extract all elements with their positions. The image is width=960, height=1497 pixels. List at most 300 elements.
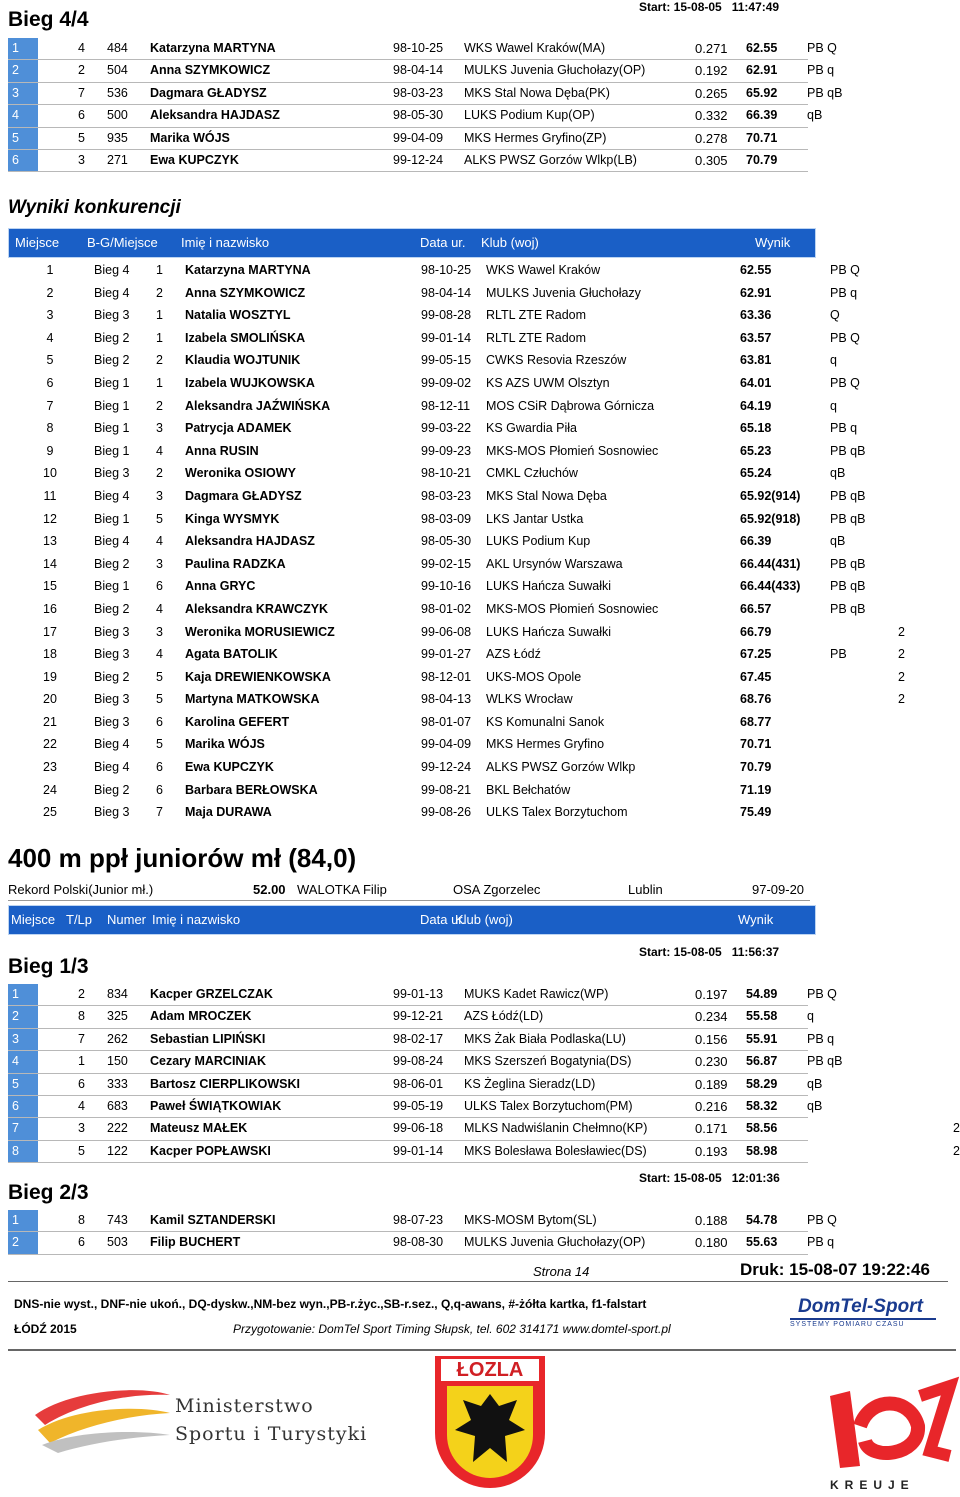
cell-pl: 2 [8, 1232, 38, 1253]
cell-club: LUKS Hańcza Suwałki [486, 579, 612, 594]
cell-pl: 10 [43, 466, 57, 481]
cell-name: Ewa KUPCZYK [150, 152, 239, 167]
cell-dob: 99-04-09 [421, 737, 472, 752]
cell-note: PB qB [830, 579, 866, 594]
cell-club: AKL Ursynów Warszawa [486, 556, 623, 571]
cell-pl: 3 [8, 83, 38, 104]
heat4-start: Start: 15-08-05 11:47:49 [639, 0, 780, 14]
cell-note: PB q [807, 1031, 835, 1046]
cell-dob: 98-02-17 [393, 1031, 444, 1046]
cell-hp: 4 [156, 601, 163, 616]
cell-rt: 0.188 [695, 1213, 728, 1228]
cell-heat: Bieg 4 [94, 737, 130, 752]
table-row [8, 128, 808, 150]
cell-club: WKS Wawel Kraków(MA) [464, 41, 606, 55]
cell-dob: 98-04-14 [393, 63, 444, 78]
cell-dob: 99-12-24 [393, 152, 444, 167]
cell-num: 504 [107, 63, 128, 78]
cell-name: Anna SZYMKOWICZ [185, 285, 306, 300]
cell-heat: Bieg 2 [94, 330, 130, 345]
cell-hp: 3 [156, 624, 163, 639]
cell-hp: 3 [156, 488, 163, 503]
cell-heat: Bieg 2 [94, 601, 130, 616]
cell-pl: 20 [43, 692, 57, 707]
cell-hp: 1 [156, 308, 163, 323]
cell-rt: 0.271 [695, 41, 728, 56]
cell-pl: 1 [46, 263, 54, 277]
cell-name: Sebastian LIPIŃSKI [150, 1031, 266, 1046]
cell-club: MKS Hermes Gryfino [486, 737, 605, 752]
cell-note: q [830, 398, 837, 413]
cell-res: 67.25 [740, 647, 772, 662]
cell-name: Anna RUSIN [185, 443, 259, 458]
city-year: ŁÓDŹ 2015 [14, 1322, 77, 1336]
col-lane: T/Lp [66, 912, 93, 927]
cell-num: 262 [107, 1031, 128, 1046]
cell-heat: Bieg 2 [94, 353, 130, 368]
cell-note: PB Q [830, 263, 860, 277]
cell-name: Cezary MARCINIAK [150, 1054, 266, 1069]
cell-name: Dagmara GŁADYSZ [185, 488, 302, 503]
results-header [8, 228, 816, 258]
cell-res: 65.23 [740, 443, 772, 458]
cell-dob: 99-02-15 [421, 556, 472, 571]
result-row [8, 779, 960, 802]
cell-lane: 6 [78, 1076, 85, 1091]
cell-name: Bartosz CIERPLIKOWSKI [150, 1076, 301, 1091]
cell-pl: 3 [8, 1029, 38, 1050]
heat1-table [8, 984, 960, 1163]
cell-name: Filip BUCHERT [150, 1235, 241, 1250]
cell-pl: 2 [8, 60, 38, 81]
cell-hp: 6 [156, 714, 163, 729]
cell-res: 66.39 [740, 534, 772, 549]
cell-res: 55.63 [746, 1235, 778, 1250]
cell-note: PB Q [830, 375, 860, 390]
cell-num: 333 [107, 1076, 128, 1091]
cell-dob: 98-10-25 [393, 41, 444, 55]
cell-name: Adam MROCZEK [150, 1009, 252, 1024]
ministry-line2: Sportu i Turystyki [175, 1423, 368, 1445]
cell-club: LKS Jantar Ustka [486, 511, 584, 526]
cell-lane: 4 [78, 1098, 85, 1113]
heat4-table [8, 38, 843, 172]
lodz-logo [820, 1356, 960, 1496]
cell-hp: 2 [156, 466, 163, 481]
cell-club: MKS Stal Nowa Dęba [486, 488, 607, 503]
result-row [8, 666, 960, 689]
cell-rt: 0.216 [695, 1098, 728, 1114]
cell-dob: 99-10-16 [421, 579, 472, 594]
col-place: Miejsce [15, 235, 60, 250]
col-heat: B-G/Miejsce [87, 235, 158, 250]
cell-club: MOS CSiR Dąbrowa Górnicza [486, 398, 655, 413]
col-result: Wynik [738, 912, 774, 927]
event-header [8, 905, 816, 935]
cell-dob: 99-01-14 [393, 1143, 444, 1158]
cell-name: Aleksandra HAJDASZ [150, 108, 280, 123]
ministry-swoosh-icon [30, 1385, 175, 1455]
cell-hp: 1 [156, 375, 163, 390]
cell-res: 54.89 [746, 987, 778, 1001]
cell-res: 54.78 [746, 1213, 778, 1227]
col-name: Imię i nazwisko [181, 235, 270, 250]
cell-name: Izabela WUJKOWSKA [185, 375, 315, 390]
record-holder: WALOTKA Filip [297, 882, 387, 897]
cell-name: Weronika MORUSIEWICZ [185, 624, 335, 639]
cell-club: RLTL ZTE Radom [486, 330, 587, 345]
col-result: Wynik [755, 235, 791, 250]
cell-pl: 4 [8, 1051, 38, 1072]
footer-divider [8, 1281, 948, 1282]
cell-rt: 0.192 [695, 63, 728, 79]
cell-name: Aleksandra KRAWCZYK [185, 601, 329, 616]
cell-hp: 4 [156, 443, 163, 458]
table-row [8, 38, 837, 60]
cell-lane: 4 [78, 41, 85, 55]
table-row [8, 1029, 835, 1051]
results-table [8, 259, 960, 824]
cell-club: LUKS Podium Kup(OP) [464, 108, 595, 123]
table-row [8, 1006, 814, 1028]
table-row [8, 1210, 837, 1232]
cell-pl: 14 [43, 556, 57, 571]
cell-pl: 8 [8, 1141, 38, 1162]
cell-name: Karolina GEFERT [185, 714, 290, 729]
result-row [8, 711, 960, 734]
cell-club: KS Żeglina Sieradz(LD) [464, 1076, 596, 1091]
cell-name: Martyna MATKOWSKA [185, 692, 320, 707]
cell-dob: 99-08-24 [393, 1054, 444, 1069]
cell-res: 70.71 [746, 130, 778, 145]
lozla-text: ŁOZLA [441, 1359, 539, 1381]
cell-note: qB [830, 534, 846, 549]
cell-club: ULKS Talex Borzytuchom [486, 805, 628, 820]
cell-pl: 5 [8, 128, 38, 149]
result-row [8, 733, 960, 756]
result-row [8, 485, 960, 508]
cell-num: 683 [107, 1098, 128, 1113]
cell-name: Agata BATOLIK [185, 647, 278, 662]
cell-rt: 0.278 [695, 130, 728, 146]
cell-dob: 98-01-02 [421, 601, 472, 616]
cell-hp: 6 [156, 579, 163, 594]
cell-name: Kaja DREWIENKOWSKA [185, 669, 331, 684]
lodz-logo-icon [820, 1356, 960, 1476]
cell-hp: 5 [156, 692, 163, 707]
cell-note: q [807, 1009, 814, 1024]
cell-rt: 0.180 [695, 1235, 728, 1251]
cell-res: 62.91 [740, 285, 772, 300]
table-row [8, 1096, 823, 1118]
cell-dob: 99-08-28 [421, 308, 472, 323]
cell-name: Aleksandra JAŹWIŃSKA [185, 398, 331, 413]
cell-name: Izabela SMOLIŃSKA [185, 330, 306, 345]
cell-dob: 99-08-21 [421, 782, 472, 797]
cell-lane: 5 [78, 130, 85, 145]
record-date: 97-09-20 [752, 882, 805, 897]
cell-res: 70.79 [740, 760, 772, 775]
cell-lane: 2 [78, 987, 85, 1001]
cell-dob: 99-09-02 [421, 375, 472, 390]
cell-club: WKS Wawel Kraków [486, 263, 601, 277]
cell-pl: 1 [8, 38, 38, 59]
cell-club: MKS-MOSM Bytom(SL) [464, 1213, 597, 1227]
cell-hp: 6 [156, 760, 163, 775]
result-row [8, 530, 960, 553]
cell-club: AZS Łódź(LD) [464, 1009, 544, 1024]
cell-dob: 99-03-22 [421, 421, 472, 436]
cell-note: PB q [830, 421, 858, 436]
cell-club: MKS Szerszeń Bogatynia(DS) [464, 1054, 632, 1069]
cell-res: 68.77 [740, 714, 772, 729]
cell-name: Paweł ŚWIĄTKOWIAK [150, 1098, 282, 1113]
cell-rt: 0.234 [695, 1009, 728, 1025]
cell-lane: 8 [78, 1009, 85, 1024]
cell-heat: Bieg 4 [94, 488, 130, 503]
col-name: Imię i nazwisko [152, 912, 241, 927]
cell-x: 2 [898, 669, 905, 684]
cell-heat: Bieg 3 [94, 466, 130, 481]
cell-club: MULKS Juvenia Głuchołazy(OP) [464, 63, 646, 78]
cell-club: MKS Bolesława Bolesławiec(DS) [464, 1143, 647, 1158]
cell-pl: 4 [46, 330, 54, 345]
cell-note: PB Q [807, 41, 837, 55]
cell-res: 65.92(918) [740, 511, 801, 526]
record-value: 52.00 [253, 882, 286, 897]
cell-heat: Bieg 3 [94, 714, 130, 729]
cell-note: PB qB [830, 511, 866, 526]
cell-name: Anna SZYMKOWICZ [150, 63, 271, 78]
cell-dob: 99-12-21 [393, 1009, 444, 1024]
cell-note: qB [807, 108, 823, 123]
cell-dob: 99-06-18 [393, 1121, 444, 1136]
cell-heat: Bieg 4 [94, 285, 130, 300]
cell-name: Kamil SZTANDERSKI [150, 1213, 276, 1227]
cell-note: PB Q [830, 330, 860, 345]
result-row [8, 462, 960, 485]
cell-name: Kacper GRZELCZAK [150, 987, 273, 1001]
cell-dob: 99-09-23 [421, 443, 472, 458]
cell-num: 150 [107, 1054, 128, 1069]
cell-dob: 98-03-23 [393, 85, 444, 100]
cell-heat: Bieg 1 [94, 375, 130, 390]
cell-pl: 5 [8, 1074, 38, 1095]
print-date: Druk: 15-08-07 19:22:46 [740, 1260, 930, 1279]
cell-res: 66.44(433) [740, 579, 801, 594]
result-row [8, 349, 960, 372]
cell-note: PB qB [830, 601, 866, 616]
cell-pl: 6 [8, 1096, 38, 1117]
result-row [8, 282, 960, 305]
cell-res: 65.92(914) [740, 488, 801, 503]
cell-pl: 22 [43, 737, 57, 752]
cell-dob: 98-05-30 [421, 534, 472, 549]
cell-club: WLKS Wrocław [486, 692, 573, 707]
cell-dob: 98-04-14 [421, 285, 472, 300]
cell-hp: 1 [156, 330, 163, 345]
cell-note: Q [830, 308, 840, 323]
cell-pl: 13 [43, 534, 57, 549]
cell-pl: 15 [43, 579, 57, 594]
cell-res: 63.81 [740, 353, 772, 368]
cell-pl: 7 [46, 398, 54, 413]
cell-pl: 6 [8, 150, 38, 171]
cell-note: PB [830, 647, 847, 662]
cell-club: KS AZS UWM Olsztyn [486, 375, 610, 390]
cell-res: 70.71 [740, 737, 772, 752]
result-row [8, 553, 960, 576]
cell-dob: 99-01-14 [421, 330, 472, 345]
cell-extra: 2 [953, 1143, 960, 1158]
cell-lane: 8 [78, 1213, 85, 1227]
cell-name: Aleksandra HAJDASZ [185, 534, 315, 549]
cell-heat: Bieg 1 [94, 398, 130, 413]
table-row [8, 150, 808, 172]
cell-res: 66.44(431) [740, 556, 801, 571]
cell-name: Dagmara GŁADYSZ [150, 85, 267, 100]
domtel-logo-text: DomTel-Sport [798, 1296, 923, 1317]
cell-club: LUKS Podium Kup [486, 534, 591, 549]
cell-dob: 98-12-11 [421, 398, 471, 413]
cell-pl: 23 [43, 760, 57, 775]
cell-res: 66.57 [740, 601, 772, 616]
cell-hp: 7 [156, 805, 163, 820]
cell-club: ALKS PWSZ Gorzów Wlkp [486, 760, 636, 775]
cell-hp: 3 [156, 556, 163, 571]
cell-club: MULKS Juvenia Głuchołazy(OP) [464, 1235, 646, 1250]
result-row [8, 756, 960, 779]
cell-lane: 6 [78, 108, 85, 123]
cell-dob: 99-08-26 [421, 805, 472, 820]
cell-dob: 99-04-09 [393, 130, 444, 145]
cell-x: 2 [898, 692, 905, 707]
cell-res: 65.92 [746, 85, 778, 100]
cell-name: Ewa KUPCZYK [185, 760, 274, 775]
cell-res: 66.39 [746, 108, 778, 123]
result-row [8, 598, 960, 621]
cell-hp: 5 [156, 511, 163, 526]
cell-res: 75.49 [740, 805, 772, 820]
result-row [8, 327, 960, 350]
cell-rt: 0.171 [695, 1121, 728, 1137]
col-dob: Data ur. [420, 235, 466, 250]
record-label: Rekord Polski(Junior mł.) [8, 882, 154, 897]
cell-heat: Bieg 1 [94, 421, 130, 436]
cell-note: PB q [807, 63, 835, 78]
cell-note: PB Q [807, 1213, 837, 1227]
cell-hp: 5 [156, 737, 163, 752]
cell-name: Kinga WYSMYK [185, 511, 280, 526]
cell-pl: 21 [43, 714, 57, 729]
cell-res: 62.55 [746, 41, 778, 55]
cell-dob: 98-03-09 [421, 511, 472, 526]
cell-club: KS Komunalni Sanok [486, 714, 605, 729]
cell-club: MUKS Kadet Rawicz(WP) [464, 987, 609, 1001]
legend-text: DNS-nie wyst., DNF-nie ukoń., DQ-dyskw.,NM-bez wyn.,PB-r.życ.,SB-r.sez., Q,q-awans, #-żółta kartka, f1-falstart [14, 1297, 647, 1311]
cell-res: 65.18 [740, 421, 772, 436]
cell-club: ALKS PWSZ Gorzów Wlkp(LB) [464, 152, 637, 167]
prepared-by: Przygotowanie: DomTel Sport Timing Słupsk, tel. 602 314171 www.domtel-sport.pl [233, 1322, 671, 1336]
cell-hp: 5 [156, 669, 163, 684]
cell-club: UKS-MOS Opole [486, 669, 582, 684]
cell-res: 62.91 [746, 63, 778, 78]
cell-club: CWKS Resovia Rzeszów [486, 353, 627, 368]
record-line [8, 882, 810, 901]
cell-dob: 98-04-13 [421, 692, 472, 707]
cell-club: MKS-MOS Płomień Sosnowiec [486, 601, 659, 616]
cell-note: qB [807, 1098, 823, 1113]
cell-num: 271 [107, 152, 128, 167]
cell-pl: 24 [43, 782, 57, 797]
cell-heat: Bieg 2 [94, 782, 130, 797]
cell-name: Maja DURAWA [185, 805, 272, 820]
eagle-icon [447, 1386, 533, 1478]
cell-rt: 0.156 [695, 1031, 728, 1047]
cell-pl: 3 [46, 308, 54, 323]
cell-club: BKL Bełchatów [486, 782, 571, 797]
cell-res: 71.19 [740, 782, 772, 797]
result-row [8, 395, 960, 418]
cell-club: LUKS Hańcza Suwałki [486, 624, 612, 639]
cell-pl: 1 [8, 984, 38, 1005]
cell-name: Marika WÓJS [150, 130, 230, 145]
cell-hp: 6 [156, 782, 163, 797]
lozla-crest [435, 1356, 545, 1488]
col-dob: Data ur. [420, 912, 466, 927]
cell-note: PB qB [830, 488, 866, 503]
cell-name: Patrycja ADAMEK [185, 421, 292, 436]
cell-club: ULKS Talex Borzytuchom(PM) [464, 1098, 633, 1113]
cell-note: PB qB [830, 556, 866, 571]
cell-dob: 99-01-13 [393, 987, 444, 1001]
cell-club: MKS Hermes Gryfino(ZP) [464, 130, 607, 145]
cell-res: 55.91 [746, 1031, 778, 1046]
cell-club: CMKL Człuchów [486, 466, 578, 481]
cell-name: Marika WÓJS [185, 737, 265, 752]
cell-num: 500 [107, 108, 128, 123]
cell-x: 2 [898, 647, 905, 662]
result-row [8, 688, 960, 711]
cell-dob: 98-06-01 [393, 1076, 444, 1091]
cell-res: 67.45 [740, 669, 772, 684]
cell-hp: 4 [156, 647, 163, 662]
table-row [8, 60, 835, 82]
cell-num: 503 [107, 1235, 128, 1250]
result-row [8, 621, 960, 644]
cell-num: 935 [107, 130, 128, 145]
cell-dob: 98-01-07 [421, 714, 472, 729]
event-title: 400 m ppł juniorów mł (84,0) [8, 843, 357, 873]
cell-heat: Bieg 2 [94, 556, 130, 571]
cell-res: 66.79 [740, 624, 772, 639]
cell-dob: 99-01-27 [421, 647, 472, 662]
cell-name: Natalia WOSZTYL [185, 308, 291, 323]
cell-name: Weronika OSIOWY [185, 466, 296, 481]
cell-res: 63.57 [740, 330, 772, 345]
cell-name: Katarzyna MARTYNA [185, 263, 311, 277]
result-row [8, 372, 960, 395]
cell-heat: Bieg 3 [94, 624, 130, 639]
cell-note: PB q [807, 1235, 835, 1250]
cell-num: 325 [107, 1009, 128, 1024]
col-number: Numer [107, 912, 147, 927]
cell-pl: 5 [46, 353, 54, 368]
cell-heat: Bieg 3 [94, 805, 130, 820]
record-club: OSA Zgorzelec [453, 882, 541, 897]
table-row [8, 1051, 843, 1073]
heat1-title: Bieg 1/3 [8, 955, 89, 978]
